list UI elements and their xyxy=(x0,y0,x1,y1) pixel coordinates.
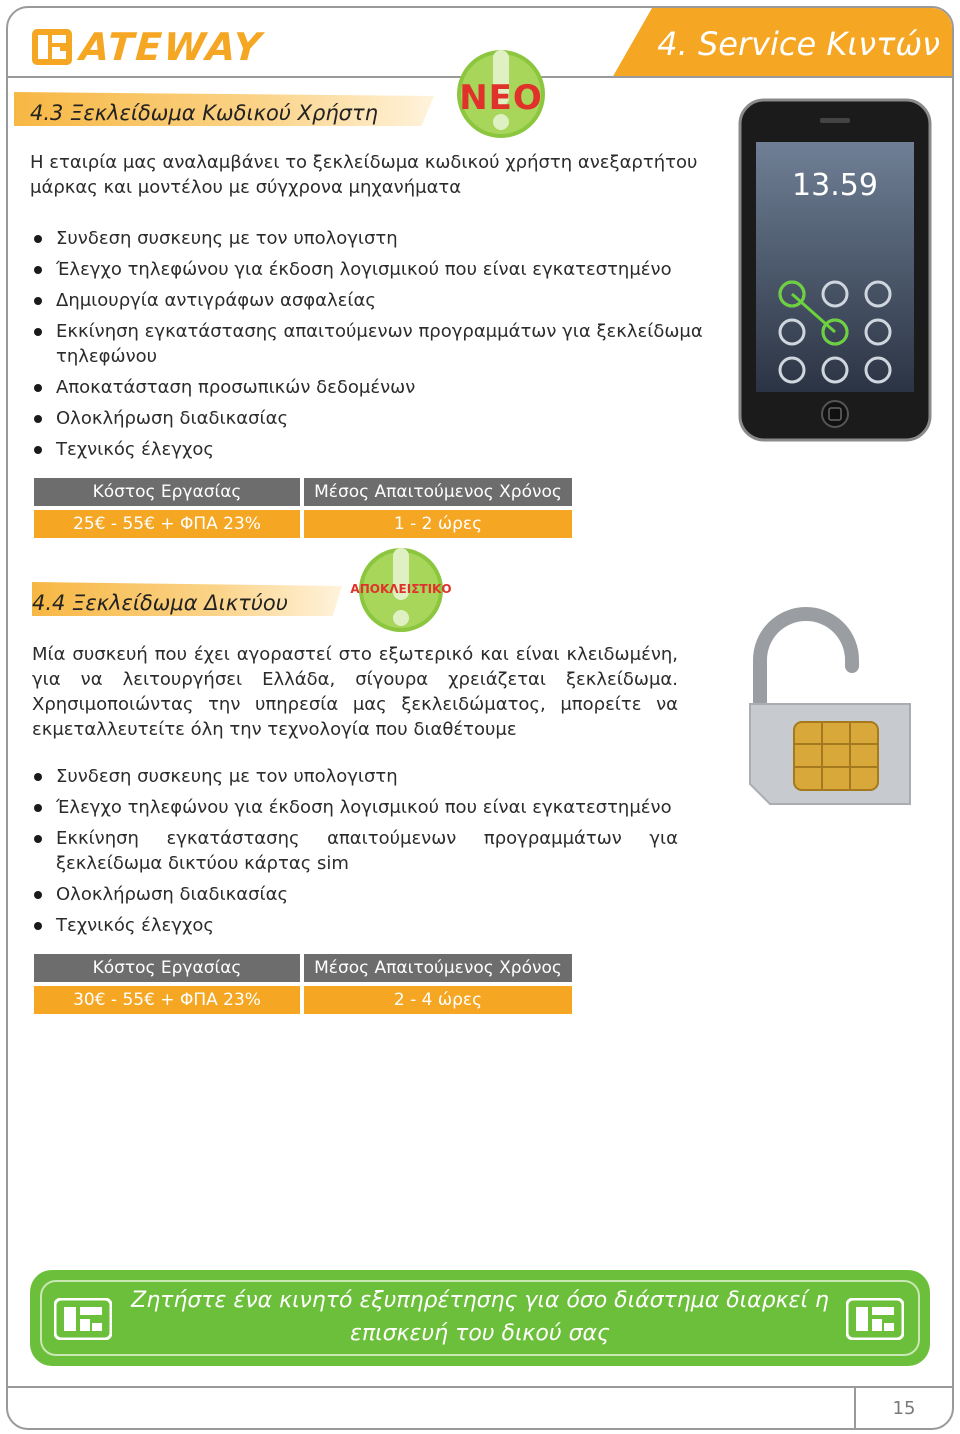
banner-text: Ζητήστε ένα κινητό εξυπηρέτησης για όσο διάστημα διαρκεί η επισκευή του δικού σας xyxy=(131,1288,829,1346)
list-item: Δημιουργία αντιγράφων ασφαλείας xyxy=(32,288,722,313)
cost-table-user-code xyxy=(34,478,572,540)
page-number: 15 xyxy=(892,1398,916,1419)
gateway-logo-icon xyxy=(30,26,74,68)
cost-header: Κόστος Εργασίας xyxy=(34,954,300,982)
section-title: 4. Service Κιντών xyxy=(657,25,940,63)
intro-network: Μία συσκευή που έχει αγοραστεί στο εξωτερικό και είναι κλειδωμένη, για να λειτουργήσει Ελλάδα, σίγουρα χρειάζεται ξεκλείδωμα. Χρησιμοποιώντας την υπηρεσία μας ξεκλειδώματος, μπορείτε να εκμεταλλευτείτε όλη την τεχνολογία που διαθέτουμε xyxy=(32,644,678,740)
footer-divider xyxy=(8,1386,854,1388)
phone-lock-screen-image xyxy=(734,96,936,444)
gateway-logo-icon xyxy=(54,1298,112,1340)
list-item: Ολοκλήρωση διαδικασίας xyxy=(32,406,722,431)
list-item: Εκκίνηση εγκατάστασης απαιτούμενων προγραμμάτων για ξεκλείδωμα τηλεφώνου xyxy=(32,319,722,369)
list-item: Συνδεση συσκευης με τον υπολογιστη xyxy=(32,764,678,789)
heading-network: 4.4 Ξεκλείδωμα Δικτύου xyxy=(32,591,288,615)
brand-name: ATEWAY xyxy=(78,25,265,69)
steps-network xyxy=(32,764,678,938)
phone-clock: 13.59 xyxy=(792,168,878,203)
list-item: Ολοκλήρωση διαδικασίας xyxy=(32,882,678,907)
list-item: Έλεγχο τηλεφώνου για έκδοση λογισμικού που είναι εγκατεστημένο xyxy=(32,795,678,820)
exclusive-badge xyxy=(350,540,452,638)
time-header: Μέσος Απαιτούμενος Χρόνος xyxy=(304,954,572,982)
list-item: Συνδεση συσκευης με τον υπολογιστη xyxy=(32,226,722,251)
cost-table-network xyxy=(34,954,572,1016)
list-item: Εκκίνηση εγκατάστασης απαιτούμενων προγραμμάτων για ξεκλείδωμα δικτύου κάρτας sim xyxy=(32,826,678,876)
steps-user-code xyxy=(32,226,722,462)
time-value: 2 - 4 ώρες xyxy=(304,986,572,1014)
heading-user-code: 4.3 Ξεκλείδωμα Κωδικού Χρήστη xyxy=(30,101,378,125)
time-header: Μέσος Απαιτούμενος Χρόνος xyxy=(304,478,572,506)
intro-user-code: Η εταιρία μας αναλαμβάνει το ξεκλείδωμα κωδικού χρήστη ανεξαρτήτου μάρκας και μοντέλου με σύγχρονα μηχανήματα xyxy=(30,152,698,198)
list-item: Τεχνικός έλεγχος xyxy=(32,913,678,938)
list-item: Έλεγχο τηλεφώνου για έκδοση λογισμικού που είναι εγκατεστημένο xyxy=(32,257,722,282)
list-item: Αποκατάσταση προσωπικών δεδομένων xyxy=(32,375,722,400)
cost-value: 30€ - 55€ + ΦΠΑ 23% xyxy=(34,986,300,1014)
list-item: Τεχνικός έλεγχος xyxy=(32,437,722,462)
brand-logo xyxy=(30,26,292,68)
cost-value: 25€ - 55€ + ΦΠΑ 23% xyxy=(34,510,300,538)
sim-padlock-image xyxy=(720,604,932,810)
exclusive-badge-label: ΑΠΟΚΛΕΙΣΤΙΚΟ xyxy=(350,582,452,596)
cost-header: Κόστος Εργασίας xyxy=(34,478,300,506)
time-value: 1 - 2 ώρες xyxy=(304,510,572,538)
new-badge-label: ΝΕΟ xyxy=(459,78,543,118)
gateway-logo-icon xyxy=(846,1298,904,1340)
new-badge xyxy=(448,40,554,144)
